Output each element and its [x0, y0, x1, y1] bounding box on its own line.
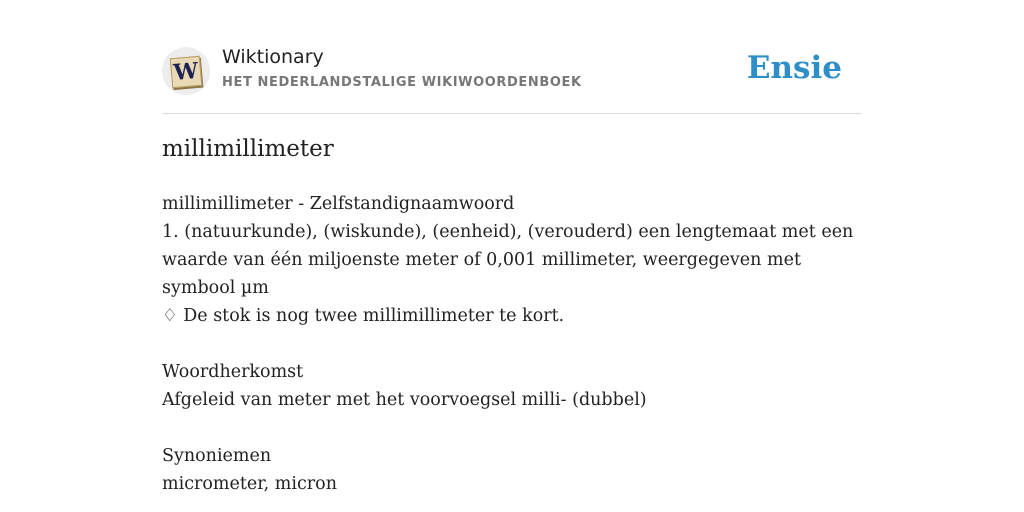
ensie-brand-link[interactable]: Ensie: [746, 50, 842, 86]
synonyms-heading: Synoniemen: [162, 446, 272, 466]
entry-content: [162, 190, 862, 498]
spacer: [162, 330, 862, 358]
wiktionary-logo-icon[interactable]: [162, 47, 210, 95]
site-name[interactable]: Wiktionary: [222, 46, 324, 68]
site-tagline: HET NEDERLANDSTALIGE WIKIWOORDENBOEK: [222, 75, 582, 90]
etymology-heading: Woordherkomst: [162, 362, 304, 382]
example-sentence: ♢ De stok is nog twee millimillimeter te kort.: [162, 306, 565, 326]
etymology-text: Afgeleid van meter met het voorvoegsel milli- (dubbel): [162, 390, 647, 410]
synonyms-text: micrometer, micron: [162, 474, 337, 494]
site-header: [162, 44, 862, 98]
header-divider: [162, 113, 862, 114]
definition-text: 1. (natuurkunde), (wiskunde), (eenheid), (verouderd) een lengtemaat met een waarde van één miljoenste meter of 0,001 millimeter, weergegeven met symbool µm: [162, 222, 854, 298]
page-title: millimillimeter: [162, 136, 334, 162]
spacer: [162, 414, 862, 442]
headword-line: millimillimeter - Zelfstandignaamwoord: [162, 194, 515, 214]
logo-tile: W: [170, 56, 203, 89]
